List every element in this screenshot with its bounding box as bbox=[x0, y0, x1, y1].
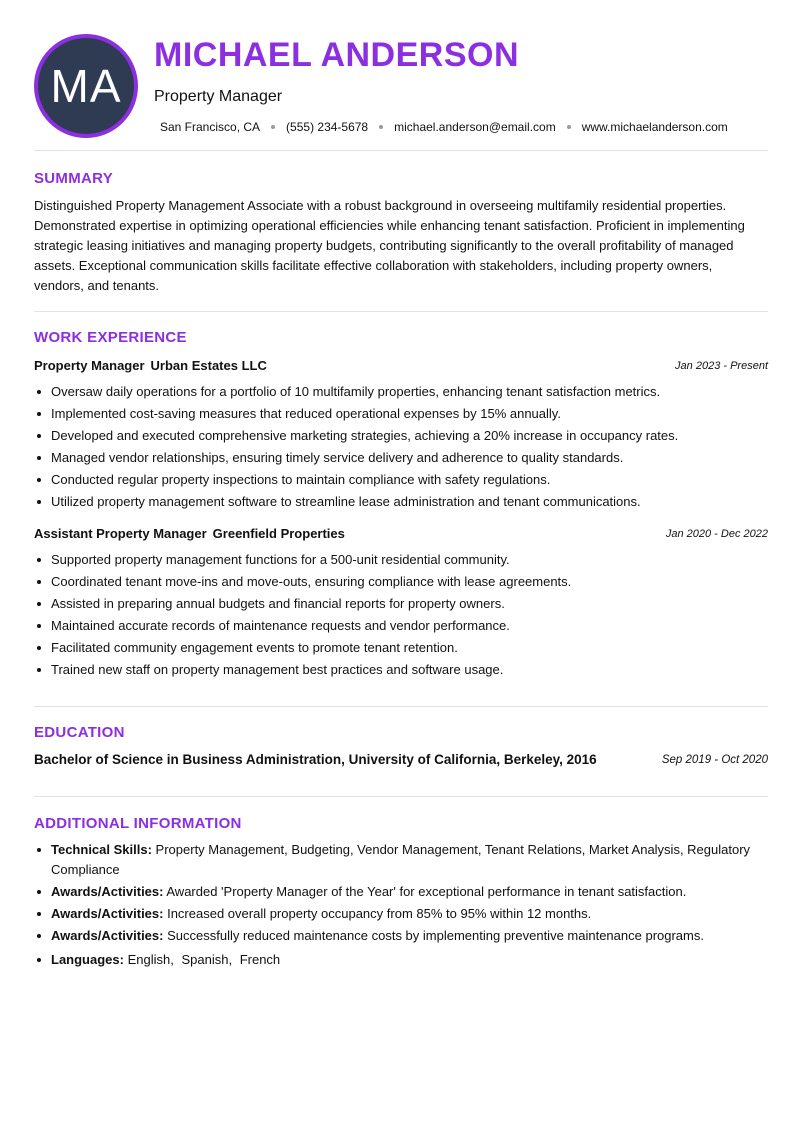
list-item bbox=[34, 904, 768, 924]
list-item bbox=[34, 882, 768, 902]
item-label: Technical Skills: bbox=[51, 842, 152, 857]
summary-heading: SUMMARY bbox=[34, 170, 114, 187]
experience-heading: WORK EXPERIENCE bbox=[34, 329, 187, 346]
job-dates: Jan 2020 - Dec 2022 bbox=[665, 528, 768, 540]
item-text: Property Management, Budgeting, Vendor Management, Tenant Relations, Market Analysis, Regulatory Compliance bbox=[51, 842, 751, 877]
list-item: Facilitated community engagement events to promote tenant retention. bbox=[34, 637, 768, 659]
job-header bbox=[34, 526, 768, 546]
contact-phone: (555) 234-5678 bbox=[286, 120, 369, 134]
avatar bbox=[34, 34, 138, 138]
section-divider bbox=[34, 311, 768, 312]
list-item: Conducted regular property inspections to maintain compliance with safety regulations. bbox=[34, 469, 768, 491]
item-text: Increased overall property occupancy from 85% to 95% within 12 months. bbox=[167, 906, 592, 921]
job-bullets bbox=[34, 549, 768, 681]
item-label: Awards/Activities: bbox=[51, 884, 164, 899]
list-item: Trained new staff on property management best practices and software usage. bbox=[34, 659, 768, 681]
job-bullets bbox=[34, 381, 768, 513]
education-entry bbox=[34, 752, 768, 774]
job-company: Greenfield Properties bbox=[212, 526, 345, 541]
job-header bbox=[34, 358, 768, 378]
job-dates: Jan 2023 - Present bbox=[675, 360, 768, 372]
summary-text: Distinguished Property Management Associate with a robust background in overseeing multifamily residential properties. Demonstrated expertise in optimizing operational efficiencies while enhancing tenant satisfaction. Proficient in implementing strategic leasing initiatives and managing property budgets, contributing significantly to the overall profitability of managed assets. Exceptional communication skills facilitate effective collaboration with stakeholders, including property owners, vendors, and tenants. bbox=[34, 198, 745, 293]
education-dates: Sep 2019 - Oct 2020 bbox=[661, 754, 768, 766]
contact-location: San Francisco, CA bbox=[160, 120, 261, 134]
list-item: Developed and executed comprehensive marketing strategies, achieving a 20% increase in occupancy rates. bbox=[34, 425, 768, 447]
education-degree: Bachelor of Science in Business Administration, University of California, Berkeley, 2016 bbox=[34, 752, 597, 767]
list-item: Utilized property management software to streamline lease administration and tenant communications. bbox=[34, 491, 768, 513]
list-item: Supported property management functions for a 500-unit residential community. bbox=[34, 549, 768, 571]
avatar-initials: MA bbox=[50, 60, 122, 112]
contact-website[interactable]: www.michaelanderson.com bbox=[581, 120, 728, 134]
separator-dot bbox=[379, 125, 383, 129]
languages-item bbox=[34, 950, 768, 970]
contact-email[interactable]: michael.anderson@email.com bbox=[394, 120, 556, 134]
list-item bbox=[34, 840, 768, 880]
additional-list bbox=[34, 840, 768, 972]
separator-dot bbox=[567, 125, 571, 129]
list-item: Oversaw daily operations for a portfolio of 10 multifamily properties, enhancing tenant satisfaction metrics. bbox=[34, 381, 768, 403]
item-label: Awards/Activities: bbox=[51, 906, 164, 921]
language: French bbox=[239, 952, 281, 967]
list-item: Maintained accurate records of maintenance requests and vendor performance. bbox=[34, 615, 768, 637]
item-label: Awards/Activities: bbox=[51, 928, 164, 943]
item-text: Successfully reduced maintenance costs by implementing preventive maintenance programs. bbox=[167, 928, 704, 943]
separator-dot bbox=[271, 125, 275, 129]
list-item: Assisted in preparing annual budgets and financial reports for property owners. bbox=[34, 593, 768, 615]
contact-line bbox=[160, 120, 728, 134]
job-company: Urban Estates LLC bbox=[150, 358, 267, 373]
candidate-name: MICHAEL ANDERSON bbox=[154, 36, 520, 74]
list-item bbox=[34, 926, 768, 946]
additional-heading: ADDITIONAL INFORMATION bbox=[34, 815, 242, 832]
section-divider bbox=[34, 796, 768, 797]
list-item: Coordinated tenant move-ins and move-outs, ensuring compliance with lease agreements. bbox=[34, 571, 768, 593]
resume-header bbox=[34, 34, 768, 138]
language: Spanish, bbox=[181, 952, 233, 967]
candidate-title: Property Manager bbox=[154, 88, 283, 105]
section-divider bbox=[34, 150, 768, 151]
item-text: Awarded 'Property Manager of the Year' for exceptional performance in tenant satisfaction. bbox=[166, 884, 687, 899]
education-heading: EDUCATION bbox=[34, 724, 125, 741]
language: English, bbox=[127, 952, 174, 967]
list-item: Implemented cost-saving measures that reduced operational expenses by 15% annually. bbox=[34, 403, 768, 425]
item-label: Languages: bbox=[51, 952, 124, 967]
list-item: Managed vendor relationships, ensuring timely service delivery and adherence to quality standards. bbox=[34, 447, 768, 469]
job-role: Property Manager bbox=[34, 358, 145, 373]
section-divider bbox=[34, 706, 768, 707]
job-role: Assistant Property Manager bbox=[34, 526, 207, 541]
